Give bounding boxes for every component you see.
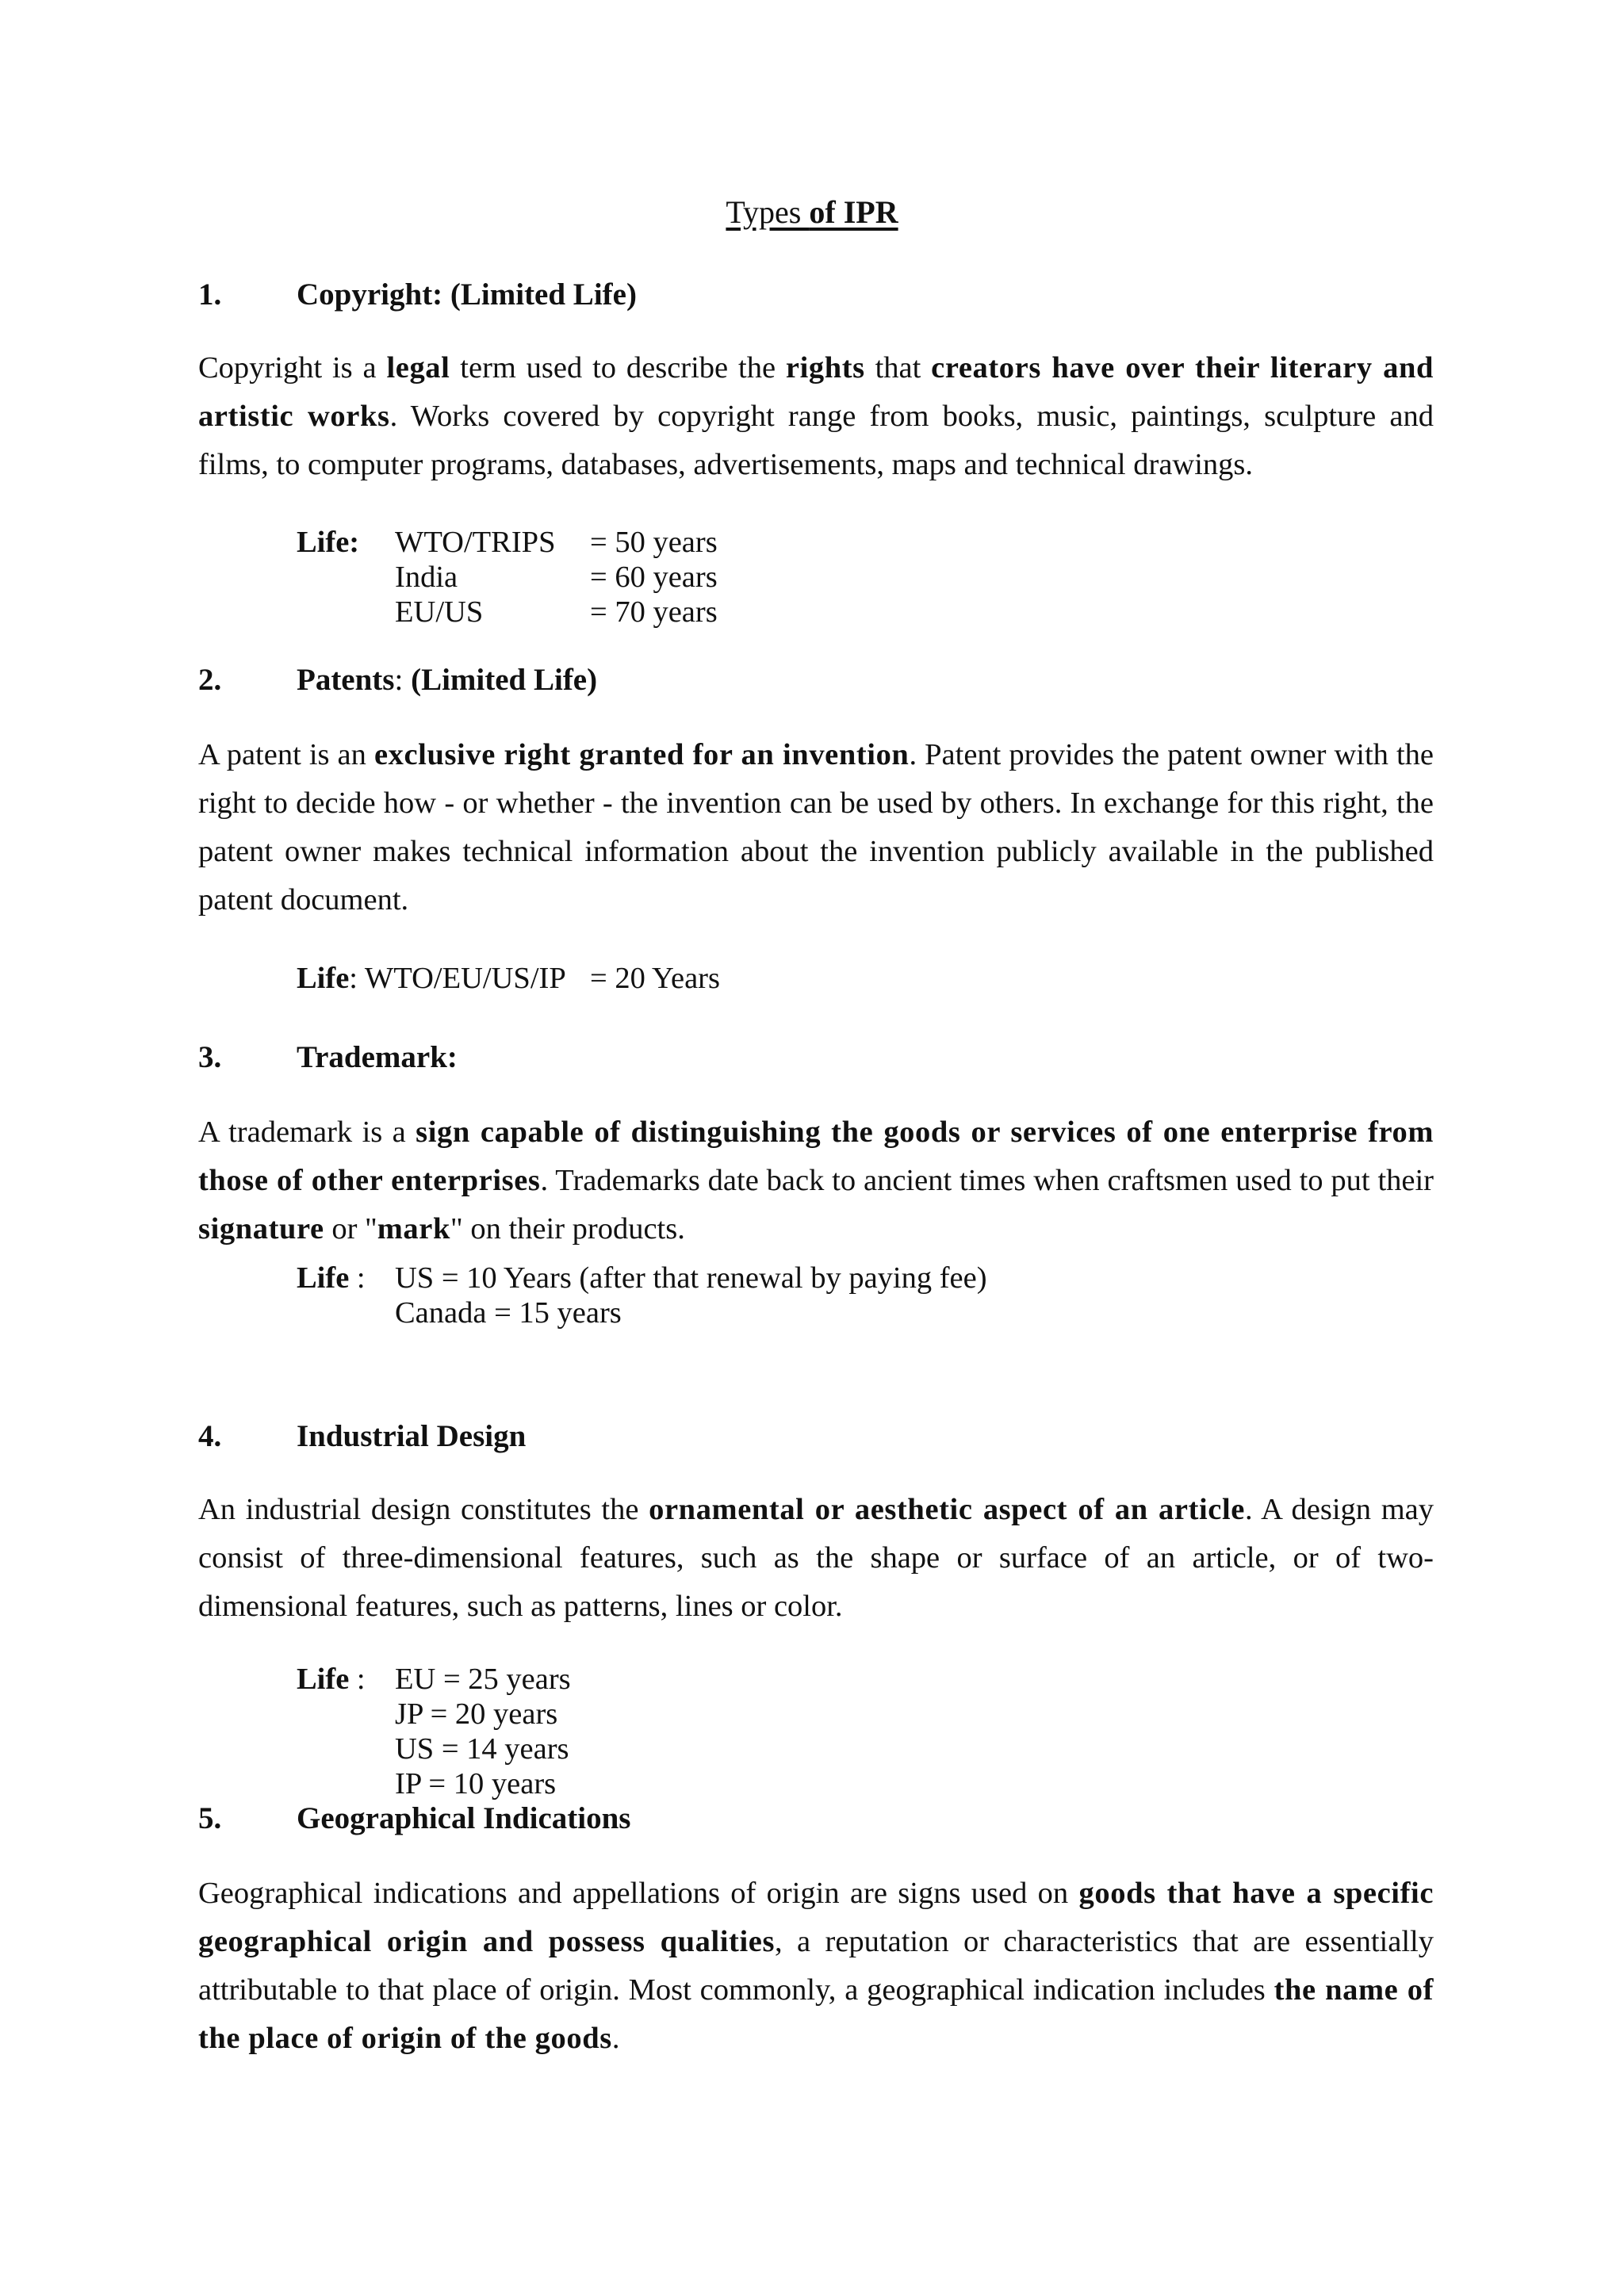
emphasis-text: the name of the place of origin of the goods xyxy=(198,1973,1434,2055)
section-paragraph xyxy=(198,731,1434,924)
section-paragraph xyxy=(198,1869,1434,2063)
emphasis-text: legal xyxy=(386,351,450,385)
section-paragraph xyxy=(198,344,1434,489)
section-number: 5. xyxy=(198,1801,222,1835)
life-label: Life : xyxy=(297,1261,366,1295)
paragraph-text: . A design may consist of three-dimensional features, such as the shape or surface of an article, or of two-dimensional features, such as patterns, lines or color. xyxy=(198,1493,1434,1623)
paragraph-text: or " xyxy=(324,1212,377,1246)
paragraph-text: A trademark is a xyxy=(198,1115,416,1149)
paragraph-text: Copyright is a xyxy=(198,351,387,385)
section-title: Patents: (Limited Life) xyxy=(297,663,598,697)
life-value: = 20 Years xyxy=(590,962,720,995)
paragraph-text: An industrial design constitutes the xyxy=(198,1493,649,1526)
life-label: Life : xyxy=(297,1663,366,1696)
section-title: Trademark: xyxy=(297,1040,458,1074)
paragraph-text: . Works covered by copyright range from books, music, paintings, sculpture and films, to computer programs, databases, advertisements, maps and technical drawings. xyxy=(198,400,1434,481)
paragraph-text: A patent is an xyxy=(198,738,374,771)
paragraph-text: " on their products. xyxy=(450,1212,685,1246)
section-title: Geographical Indications xyxy=(297,1801,631,1835)
paragraph-text: . Trademarks date back to ancient times when craftsmen used to put their xyxy=(540,1164,1434,1197)
section-number: 3. xyxy=(198,1040,222,1074)
emphasis-text: ornamental or aesthetic aspect of an article xyxy=(649,1493,1245,1526)
emphasis-text: sign capable of distinguishing the goods or services of one enterprise from those of other enterprises xyxy=(198,1115,1434,1197)
emphasis-text: rights xyxy=(785,351,865,385)
paragraph-text: term used to describe the xyxy=(450,351,786,385)
document-page: Types of IPR 1. Copyright: (Limited Life) Copyright is a legal term used to describe the rights that creators have over their literary and artistic works. Works covered by copyright range from books, music, paintings, sculpture and films, to computer programs, databases, advertisements, maps and technical drawings. Life: WTO/TRIPS = 50 years India = 60 years EU/US = 70 years 2. Patents: (Limited Life) A patent is an exclusive right granted for an invention. Patent provides the patent owner with the right to decide how - or whether - the invention can be used by others. In exchange for this right, the patent owner makes technical information about the invention publicly available in the published patent document. Life: WTO/EU/US/IP = 20 Years 3. Trademark: A trademark is a sign capable of distinguishing the goods or services of one enterprise from those of other enterprises. Trademarks date back to ancient times when craftsmen used to put their signature or "mark" on their products. Life : US = 10 Years (after that renewal by paying fee) Canada = 15 years 4. Industrial Design An industrial design constitutes the ornamental or aesthetic aspect of an article. A design may consist of three-dimensional features, such as the shape or surface of an article, or of two-dimensional features, such as patterns, lines or color. Life : EU = 25 years JP = 20 years US = 14 years IP = 10 years 5. Geographical Indications Geographical indications and appellations of origin are signs used on goods that have a specific geographical origin and possess qualities, a reputation or characteristics that are essentially attributable to that place of origin. Most commonly, a geographical indication includes the name of the place of origin of the goods. xyxy=(0,0,1624,2296)
paragraph-text: . xyxy=(611,2022,620,2055)
section-number: 1. xyxy=(198,277,222,312)
paragraph-text: Geographical indications and appellations of origin are signs used on xyxy=(198,1877,1079,1910)
emphasis-text: mark xyxy=(377,1212,450,1246)
paragraph-text: . Patent provides the patent owner with the right to decide how - or whether - the invention can be used by others. In exchange for this right, the patent owner makes technical information about the invention publicly available in the published patent document. xyxy=(198,738,1434,916)
section-number: 2. xyxy=(198,663,222,697)
emphasis-text: signature xyxy=(198,1212,324,1246)
section-title: Copyright: (Limited Life) xyxy=(297,277,637,312)
section-paragraph xyxy=(198,1108,1434,1253)
emphasis-text: exclusive right granted for an invention xyxy=(373,738,910,771)
section-paragraph xyxy=(198,1486,1434,1631)
emphasis-text: goods that have a specific geographical origin and possess qualities xyxy=(198,1877,1434,1958)
section-number: 4. xyxy=(198,1419,222,1453)
page-title xyxy=(0,189,1624,236)
life-label: Life: xyxy=(297,526,360,559)
life-label: Life: WTO/EU/US/IP xyxy=(297,962,566,995)
section-title: Industrial Design xyxy=(297,1419,527,1453)
paragraph-text: that xyxy=(864,351,932,385)
paragraph-text: , a reputation or characteristics that are essentially attributable to that place of origin. Most commonly, a geographical indication includes xyxy=(198,1925,1434,2007)
page-title-text: Types of IPR xyxy=(726,194,898,230)
emphasis-text: creators have over their literary and artistic works xyxy=(198,351,1434,433)
